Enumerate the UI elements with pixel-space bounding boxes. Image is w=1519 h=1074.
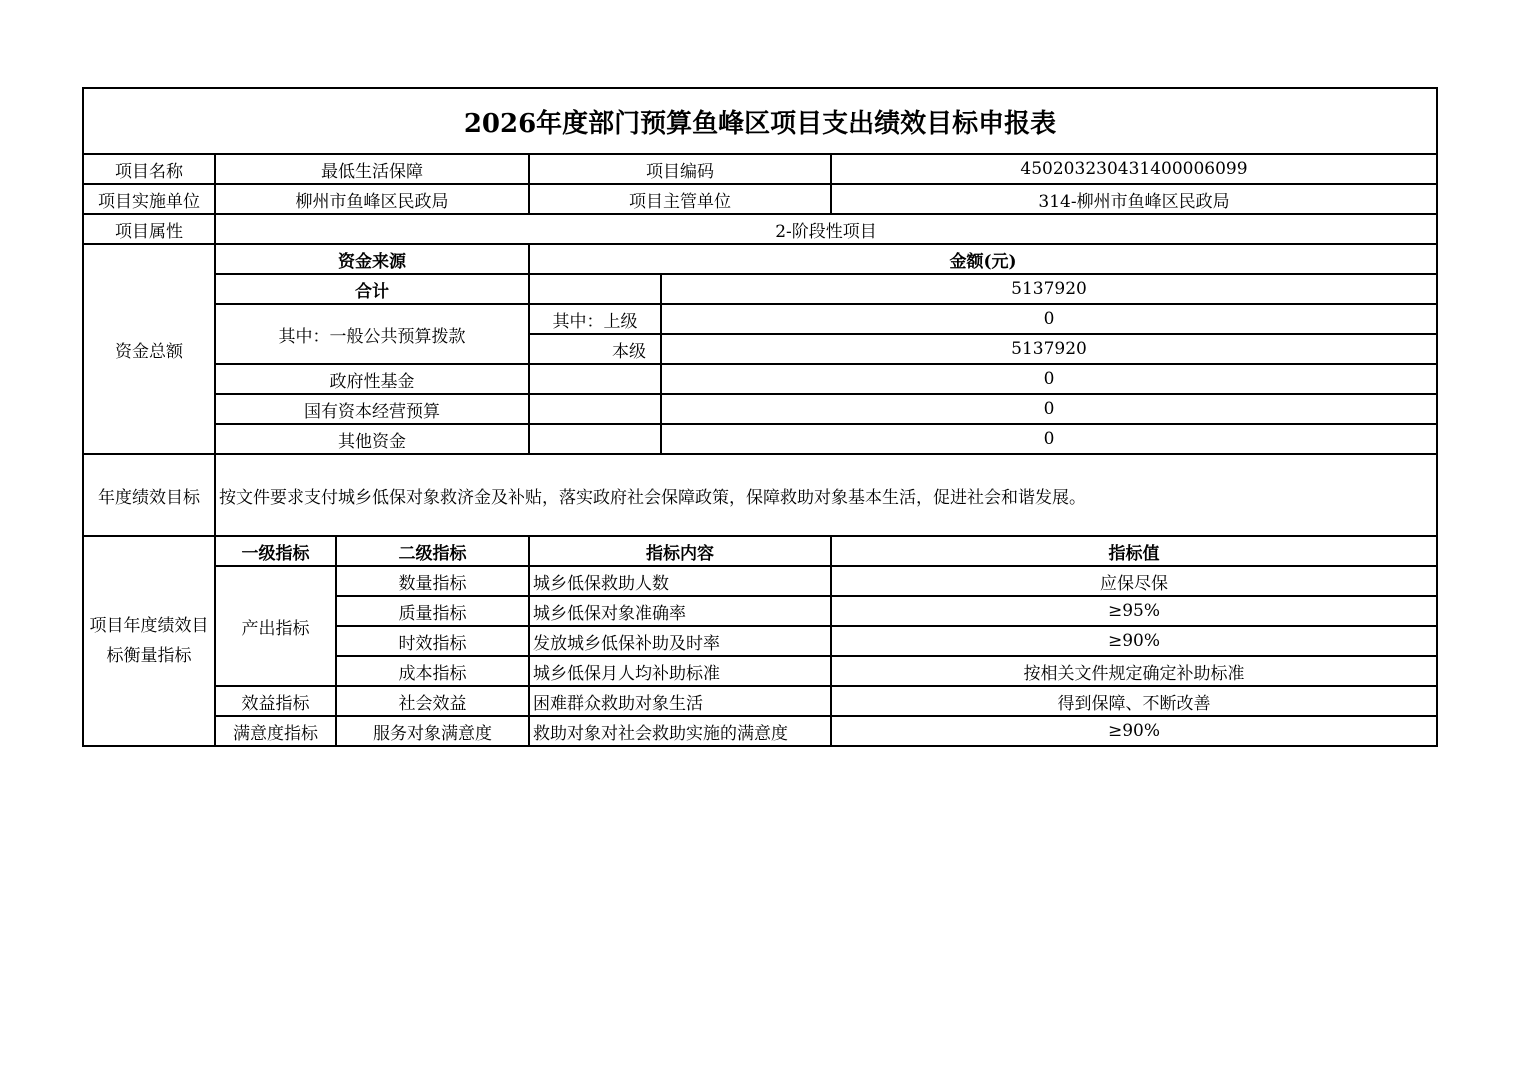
other-fund-value: 0 [661, 424, 1437, 454]
other-fund-sub [529, 424, 661, 454]
upper-level-value: 0 [661, 304, 1437, 334]
indicator-content: 救助对象对社会救助实施的满意度 [529, 716, 831, 746]
mgr-unit-value: 314-柳州市鱼峰区民政局 [831, 184, 1437, 214]
indicator-content: 发放城乡低保补助及时率 [529, 626, 831, 656]
indicator-level2: 服务对象满意度 [336, 716, 529, 746]
value-header: 指标值 [831, 536, 1437, 566]
project-name-value: 最低生活保障 [215, 154, 529, 184]
indicator-content: 城乡低保月人均补助标准 [529, 656, 831, 686]
project-attr-label: 项目属性 [83, 214, 215, 244]
fund-total-sub [529, 274, 661, 304]
indicator-value: 应保尽保 [831, 566, 1437, 596]
fund-total-label: 资金总额 [83, 244, 215, 454]
indicator-value: ≥90% [831, 626, 1437, 656]
gov-fund-label: 政府性基金 [215, 364, 529, 394]
indicator-level2: 数量指标 [336, 566, 529, 596]
indicator-value: ≥95% [831, 596, 1437, 626]
table-row [83, 686, 1437, 716]
project-code-value: 45020323043140000609​9 [831, 154, 1437, 184]
indicator-level2: 成本指标 [336, 656, 529, 686]
table-row [83, 716, 1437, 746]
indicator-value: 按相关文件规定确定补助标准 [831, 656, 1437, 686]
table-row [83, 566, 1437, 596]
indicator-level2: 社会效益 [336, 686, 529, 716]
level1-header: 一级指标 [215, 536, 336, 566]
fund-amount-header: 金额(元) [529, 244, 1437, 274]
annual-goal-text: 按文件要求支付城乡低保对象救济金及补贴，落实政府社会保障政策，保障救助对象基本生活，促进社会和谐发展。 [215, 454, 1437, 536]
gov-fund-value: 0 [661, 364, 1437, 394]
state-capital-label: 国有资本经营预算 [215, 394, 529, 424]
form-title: 2026年度部门预算鱼峰区项目支出绩效目标申报表 [83, 88, 1437, 154]
indicator-level2: 质量指标 [336, 596, 529, 626]
form-table [82, 87, 1438, 747]
level2-header: 二级指标 [336, 536, 529, 566]
performance-target-form [82, 87, 1436, 747]
fund-source-header: 资金来源 [215, 244, 529, 274]
local-level-value: 5137920 [661, 334, 1437, 364]
local-level-label: 本级 [529, 334, 661, 364]
indicator-content: 城乡低保对象准确率 [529, 596, 831, 626]
fund-total-value: 5137920 [661, 274, 1437, 304]
fund-total-row-label: 合计 [215, 274, 529, 304]
impl-unit-value: 柳州市鱼峰区民政局 [215, 184, 529, 214]
indicator-content: 困难群众救助对象生活 [529, 686, 831, 716]
indicator-value: ≥90% [831, 716, 1437, 746]
general-budget-label: 其中：一般公共预算拨款 [215, 304, 529, 364]
state-capital-sub [529, 394, 661, 424]
impl-unit-label: 项目实施单位 [83, 184, 215, 214]
mgr-unit-label: 项目主管单位 [529, 184, 831, 214]
satisfaction-indicator-label: 满意度指标 [215, 716, 336, 746]
indicator-content: 城乡低保救助人数 [529, 566, 831, 596]
project-attr-value: 2-阶段性项目 [215, 214, 1437, 244]
project-code-label: 项目编码 [529, 154, 831, 184]
gov-fund-sub [529, 364, 661, 394]
indicator-value: 得到保障、不断改善 [831, 686, 1437, 716]
other-fund-label: 其他资金 [215, 424, 529, 454]
output-indicator-label: 产出指标 [215, 566, 336, 686]
indicator-level2: 时效指标 [336, 626, 529, 656]
benefit-indicator-label: 效益指标 [215, 686, 336, 716]
upper-level-label: 其中：上级 [529, 304, 661, 334]
content-header: 指标内容 [529, 536, 831, 566]
annual-goal-label: 年度绩效目标 [83, 454, 215, 536]
indicator-section-label: 项目年度绩效目标衡量指标 [83, 536, 215, 746]
project-name-label: 项目名称 [83, 154, 215, 184]
state-capital-value: 0 [661, 394, 1437, 424]
